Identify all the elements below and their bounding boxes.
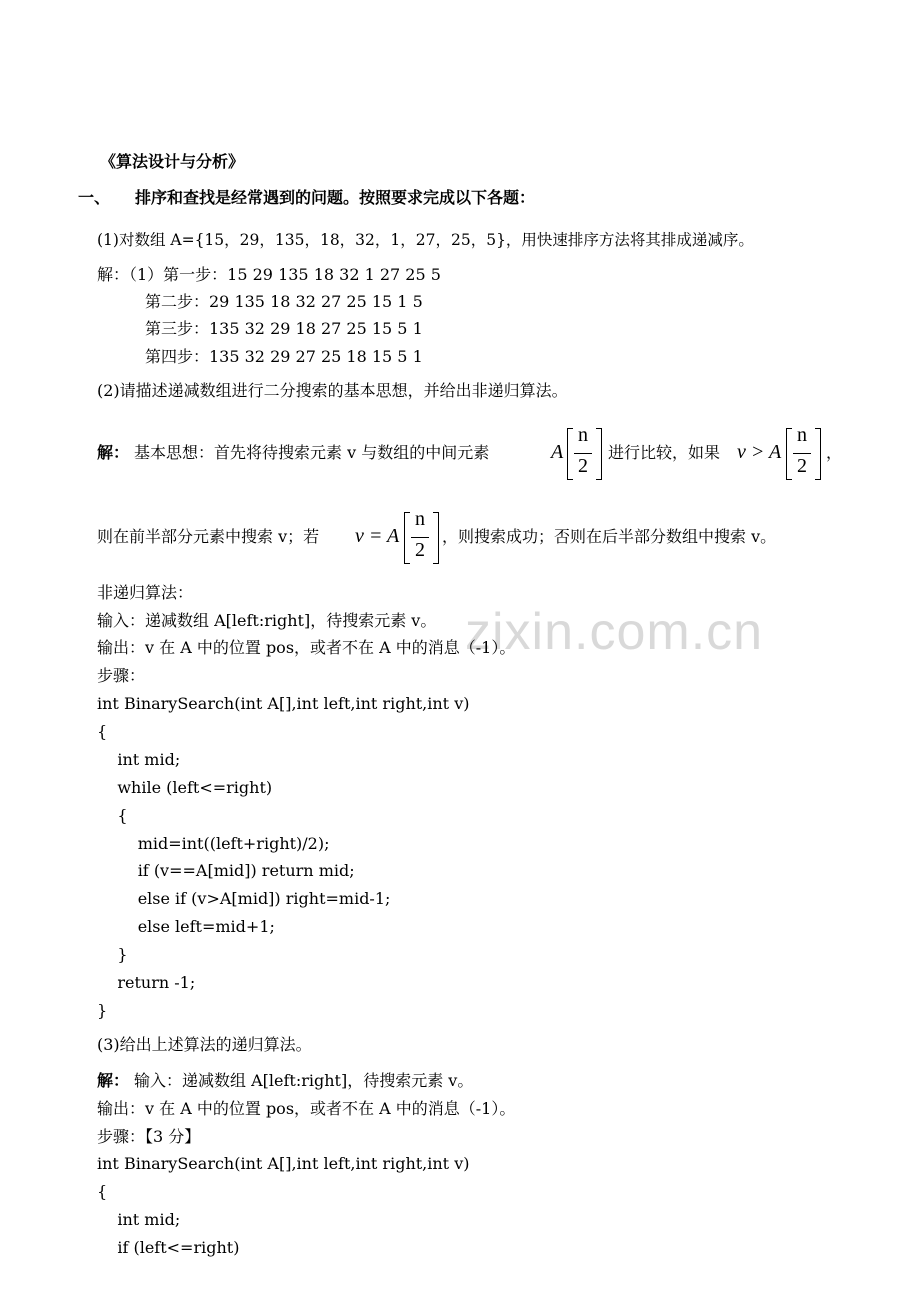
document-title: 《算法设计与分析》: [100, 152, 245, 171]
q2-algo-title: 非递归算法：: [97, 583, 194, 602]
math-denominator-2-2: 2: [797, 455, 807, 477]
q2-idea-part-b: 进行比较，如果: [608, 443, 721, 462]
q2-idea-part-a: 基本思想：首先将待搜索元素 v 与数组的中间元素: [134, 443, 490, 462]
math-numerator-n-3: n: [415, 508, 425, 530]
math-v-gt-A: v > A: [737, 441, 782, 463]
q2-input: 输入：递减数组 A[left:right]，待搜索元素 v。: [97, 611, 437, 630]
q2-idea-part-c: ，: [826, 443, 843, 462]
q3-steps-label: 步骤：【3 分】: [97, 1127, 201, 1146]
math-floor-left: [567, 428, 573, 480]
code-line: while (left<=right): [97, 777, 273, 797]
math-numerator-n: n: [578, 424, 588, 446]
watermark: zixin.com.cn: [465, 603, 764, 661]
q3-output: 输出：v 在 A 中的位置 pos，或者不在 A 中的消息（-1）。: [97, 1099, 516, 1118]
math-floor-right-3: [433, 512, 439, 564]
code-line: if (left<=right): [97, 1237, 240, 1257]
code-line: else if (v>A[mid]) right=mid-1;: [97, 889, 391, 909]
math-floor-right: [596, 428, 602, 480]
q1-step-2: 第二步：29 135 18 32 27 25 15 1 5: [145, 292, 423, 311]
code-line: }: [97, 1000, 108, 1020]
math-v-eq-A: v = A: [355, 525, 400, 547]
code-line: if (v==A[mid]) return mid;: [97, 861, 355, 881]
q3-question: (3)给出上述算法的递归算法。: [97, 1035, 312, 1054]
math-floor-left-2: [786, 428, 792, 480]
math-numerator-n-2: n: [797, 424, 807, 446]
q3-input: 输入：递减数组 A[left:right]，待搜索元素 v。: [134, 1071, 474, 1090]
q2-output: 输出：v 在 A 中的位置 pos，或者不在 A 中的消息（-1）。: [97, 638, 516, 657]
q2-answer-label: 解：: [97, 443, 130, 462]
q1-step-4: 第四步：135 32 29 27 25 18 15 5 1: [145, 347, 423, 366]
math-A: A: [551, 441, 564, 463]
section-number: 一、: [78, 188, 111, 207]
math-floor-left-3: [404, 512, 410, 564]
code-line: return -1;: [97, 973, 196, 992]
code-line: int mid;: [97, 1209, 181, 1229]
code-line: int BinarySearch(int A[],int left,int right,int v): [97, 694, 470, 713]
code-line: int BinarySearch(int A[],int left,int right,int v): [97, 1154, 470, 1173]
math-denominator-2: 2: [578, 455, 588, 477]
code-line: {: [97, 805, 128, 825]
code-line: else left=mid+1;: [97, 917, 275, 937]
q1-step-3: 第三步：135 32 29 18 27 25 15 5 1: [145, 319, 423, 338]
code-line: {: [97, 721, 108, 741]
q2-question: (2)请描述递减数组进行二分搜索的基本思想，并给出非递归算法。: [97, 381, 568, 400]
q2-idea-part-d: 则在前半部分元素中搜索 v；若: [97, 527, 320, 546]
math-fraction-bar-2: [793, 453, 811, 454]
math-denominator-2-3: 2: [415, 539, 425, 561]
q3-answer-label: 解：: [97, 1071, 130, 1090]
code-line: }: [97, 945, 128, 965]
q1-question: (1)对数组 A={15，29，135，18，32，1，27，25，5}，用快速排序方法将其排成递减序。: [97, 231, 754, 249]
code-line: {: [97, 1181, 108, 1201]
math-fraction-bar: [574, 453, 592, 454]
section-heading: 排序和查找是经常遇到的问题。按照要求完成以下各题：: [135, 188, 536, 207]
q1-step-1: 解：（1）第一步：15 29 135 18 32 1 27 25 5: [97, 265, 441, 284]
code-line: mid=int((left+right)/2);: [97, 833, 330, 853]
math-floor-right-2: [815, 428, 821, 480]
q2-idea-part-e: ，则搜索成功；否则在后半部分数组中搜索 v。: [442, 527, 777, 546]
code-line: int mid;: [97, 749, 181, 769]
math-fraction-bar-3: [411, 537, 429, 538]
q2-steps-label: 步骤：: [97, 666, 146, 685]
